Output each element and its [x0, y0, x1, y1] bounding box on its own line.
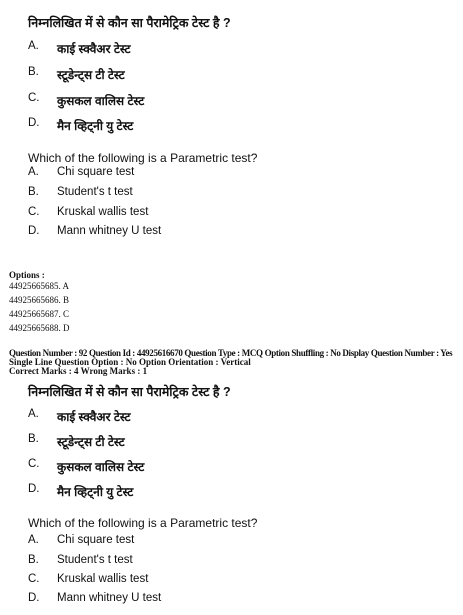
option-letter: C.: [28, 458, 40, 470]
option-letter: C.: [28, 573, 40, 585]
hindi-question-text: निम्नलिखित में से कौन सा पैरामेट्रिक टेस्ट है ?: [28, 385, 231, 399]
option-letter: D.: [28, 592, 40, 604]
option-letter: B.: [28, 66, 39, 78]
option-text: मैन व्हिट्नी यु टेस्ट: [57, 485, 134, 499]
option-text: Mann whitney U test: [57, 225, 162, 237]
option-text: Student's t test: [57, 554, 133, 566]
question-meta-line: Single Line Question Option : No Option Orientation : Vertical: [9, 357, 251, 367]
option-id-row: 44925665686. B: [9, 295, 70, 305]
option-letter: A.: [28, 408, 39, 420]
option-text: Chi square test: [57, 534, 135, 546]
question-meta-marks: Correct Marks : 4 Wrong Marks : 1: [9, 366, 148, 376]
options-heading: Options :: [9, 270, 45, 280]
option-letter: B.: [28, 186, 39, 198]
english-question-text: Which of the following is a Parametric test?: [28, 516, 258, 530]
option-letter: D.: [28, 483, 40, 495]
option-text: स्टूडेन्ट्स टी टेस्ट: [57, 68, 125, 82]
option-letter: D.: [28, 117, 40, 129]
option-text: कुसकल वालिस टेस्ट: [57, 460, 145, 474]
option-text: Student's t test: [57, 186, 133, 198]
option-text: काई स्क्वैअर टेस्ट: [57, 42, 131, 56]
option-text: स्टूडेन्ट्स टी टेस्ट: [57, 435, 125, 449]
option-text: काई स्क्वैअर टेस्ट: [57, 410, 131, 424]
question-meta-line: Question Number : 92 Question Id : 44925616670 Question Type : MCQ Option Shuffling : No Display Question Number : Yes: [9, 348, 453, 358]
option-text: Kruskal wallis test: [57, 573, 149, 585]
option-text: Chi square test: [57, 166, 135, 178]
option-id-row: 44925665687. C: [9, 309, 70, 319]
option-letter: C.: [28, 206, 40, 218]
option-letter: A.: [28, 534, 39, 546]
option-letter: C.: [28, 92, 40, 104]
option-letter: A.: [28, 166, 39, 178]
option-letter: B.: [28, 433, 39, 445]
english-question-text: Which of the following is a Parametric test?: [28, 151, 258, 165]
option-letter: A.: [28, 40, 39, 52]
option-text: कुसकल वालिस टेस्ट: [57, 94, 145, 108]
hindi-question-text: निम्नलिखित में से कौन सा पैरामेट्रिक टेस्ट है ?: [28, 16, 231, 30]
option-text: Kruskal wallis test: [57, 206, 149, 218]
option-letter: B.: [28, 554, 39, 566]
option-text: मैन व्हिट्नी यु टेस्ट: [57, 119, 134, 133]
option-letter: D.: [28, 225, 40, 237]
option-id-row: 44925665688. D: [9, 323, 70, 333]
option-text: Mann whitney U test: [57, 592, 162, 604]
option-id-row: 44925665685. A: [9, 281, 70, 291]
